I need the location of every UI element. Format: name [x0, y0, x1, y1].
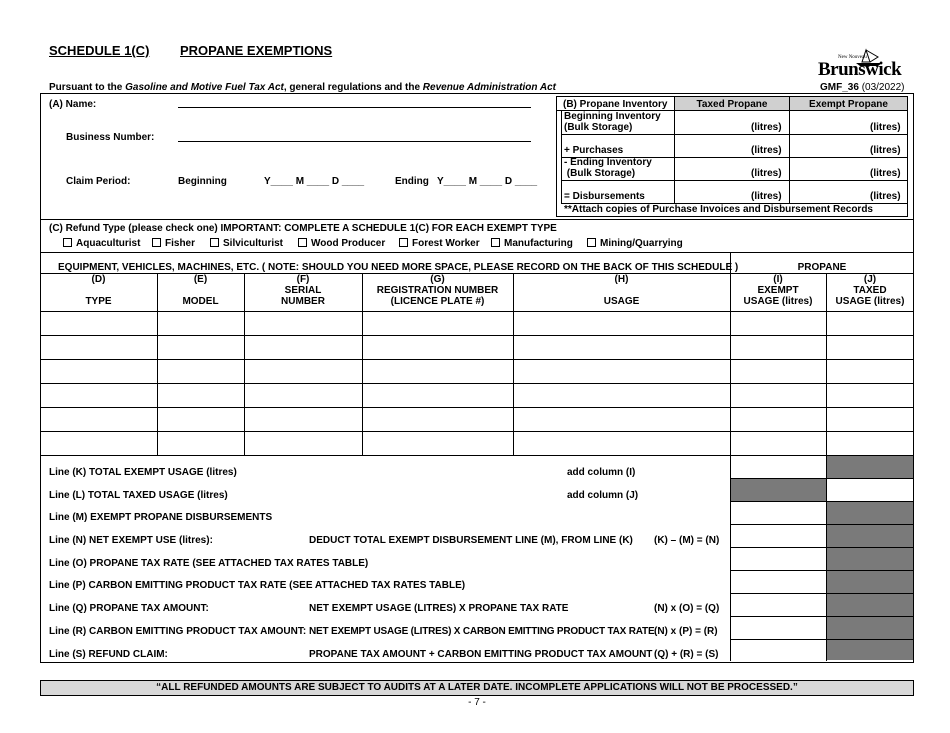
option-aquaculturist[interactable]: Aquaculturist — [63, 238, 140, 249]
line-s-label: Line (S) REFUND CLAIM: — [49, 649, 168, 660]
business-number-label: Business Number: — [66, 132, 155, 143]
line-n-mid: DEDUCT TOTAL EXEMPT DISBURSEMENT LINE (M), FROM LINE (K) — [309, 535, 633, 546]
line-k-label: Line (K) TOTAL EXEMPT USAGE (litres) — [49, 467, 237, 478]
line-k-mid: add column (I) — [567, 467, 636, 478]
table-row[interactable] — [40, 455, 914, 456]
option-manufacturing[interactable]: Manufacturing — [491, 238, 573, 249]
line-n-formula: (K) – (M) = (N) — [654, 535, 720, 546]
refund-type-title: (C) Refund Type (please check one) IMPORTANT: COMPLETE A SCHEDULE 1(C) FOR EACH EXEMPT TYPE — [49, 223, 557, 234]
nb-logo — [818, 47, 908, 82]
checkbox[interactable] — [210, 238, 219, 247]
option-forest-worker[interactable]: Forest Worker — [399, 238, 480, 249]
option-fisher[interactable]: Fisher — [152, 238, 195, 249]
ending-date-field[interactable]: Y____ M ____ D ____ — [437, 176, 538, 187]
name-field[interactable] — [178, 107, 531, 108]
col-serial-header: (F) SERIAL NUMBER — [281, 274, 325, 307]
equipment-note: EQUIPMENT, VEHICLES, MACHINES, ETC. ( NOTE: SHOULD YOU NEED MORE SPACE, PLEASE RECORD ON THE BACK OF THIS SCHEDULE ) — [58, 262, 739, 273]
col-usage-header: (H) USAGE — [603, 274, 640, 307]
ending-label: Ending — [395, 176, 429, 187]
option-silviculturist[interactable]: Silviculturist — [210, 238, 283, 249]
form-id: GMF_36 (03/2022) — [820, 82, 905, 93]
line-m-label: Line (M) EXEMPT PROPANE DISBURSEMENTS — [49, 512, 273, 523]
logo-text: Brunswick — [818, 59, 902, 80]
propane-header: PROPANE — [797, 262, 847, 273]
table-row[interactable] — [40, 431, 914, 432]
line-q-formula: (N) x (O) = (Q) — [654, 603, 720, 614]
line-q-mid: NET EXEMPT USAGE (LITRES) X PROPANE TAX RATE — [309, 603, 569, 614]
business-number-field[interactable] — [178, 141, 531, 142]
unit-litres: (litres) — [870, 168, 901, 179]
inventory-header: (B) Propane Inventory — [563, 99, 668, 110]
taxed-propane-header: Taxed Propane — [696, 99, 768, 110]
checkbox[interactable] — [298, 238, 307, 247]
checkbox[interactable] — [587, 238, 596, 247]
row-disbursements: = Disbursements — [564, 191, 645, 202]
audit-notice: “ALL REFUNDED AMOUNTS ARE SUBJECT TO AUDITS AT A LATER DATE. INCOMPLETE APPLICATIONS WILL NOT BE PROCESSED.” — [156, 682, 798, 693]
line-s-mid: PROPANE TAX AMOUNT + CARBON EMITTING PRODUCT TAX AMOUNT — [309, 649, 653, 660]
line-r-label: Line (R) CARBON EMITTING PRODUCT TAX AMOUNT: — [49, 626, 307, 637]
unit-litres: (litres) — [751, 145, 782, 156]
pursuant-line: Pursuant to the Gasoline and Motive Fuel Tax Act, general regulations and the Revenue Administration Act — [49, 82, 556, 93]
table-row[interactable] — [40, 407, 914, 408]
unit-litres: (litres) — [751, 168, 782, 179]
line-l-label: Line (L) TOTAL TAXED USAGE (litres) — [49, 490, 228, 501]
table-row[interactable] — [40, 359, 914, 360]
logo-small-text: New Nouveau — [838, 55, 867, 60]
name-label: (A) Name: — [49, 99, 97, 110]
page-title: PROPANE EXEMPTIONS — [180, 43, 333, 58]
checkbox[interactable] — [63, 238, 72, 247]
unit-litres: (litres) — [870, 122, 901, 133]
attach-note: **Attach copies of Purchase Invoices and Disbursement Records — [564, 204, 873, 215]
schedule-id: SCHEDULE 1(C) — [49, 43, 150, 58]
line-q-label: Line (Q) PROPANE TAX AMOUNT: — [49, 603, 209, 614]
line-l-mid: add column (J) — [567, 490, 639, 501]
unit-litres: (litres) — [870, 191, 901, 202]
exempt-propane-header: Exempt Propane — [809, 99, 888, 110]
checkbox[interactable] — [491, 238, 500, 247]
line-s-formula: (Q) + (R) = (S) — [654, 649, 719, 660]
checkbox[interactable] — [399, 238, 408, 247]
col-model-header: (E) MODEL — [182, 274, 219, 307]
claim-period-label: Claim Period: — [66, 176, 131, 187]
row-purchases: + Purchases — [564, 145, 624, 156]
line-n-label: Line (N) NET EXEMPT USE (litres): — [49, 535, 213, 546]
beginning-date-field[interactable]: Y____ M ____ D ____ — [264, 176, 365, 187]
line-p-label: Line (P) CARBON EMITTING PRODUCT TAX RATE (SEE ATTACHED TAX RATES TABLE) — [49, 580, 466, 591]
col-type-header: (D) TYPE — [85, 274, 112, 307]
beginning-label: Beginning — [178, 176, 227, 187]
page-number: - 7 - — [468, 697, 486, 708]
row-ending-inventory: - Ending Inventory (Bulk Storage) — [564, 157, 652, 179]
option-mining-quarrying[interactable]: Mining/Quarrying — [587, 238, 683, 249]
unit-litres: (litres) — [751, 122, 782, 133]
checkbox[interactable] — [152, 238, 161, 247]
row-beginning-inventory: Beginning Inventory (Bulk Storage) — [564, 111, 661, 133]
unit-litres: (litres) — [751, 191, 782, 202]
col-registration-header: (G) REGISTRATION NUMBER (LICENCE PLATE #) — [376, 274, 499, 307]
table-row[interactable] — [40, 335, 914, 336]
option-wood-producer[interactable]: Wood Producer — [298, 238, 385, 249]
line-r-mid: NET EXEMPT USAGE (LITRES) X CARBON EMITTING PRODUCT TAX RATE — [309, 626, 655, 637]
unit-litres: (litres) — [870, 145, 901, 156]
line-o-label: Line (O) PROPANE TAX RATE (SEE ATTACHED TAX RATES TABLE) — [49, 558, 369, 569]
col-exempt-header: (I) EXEMPT USAGE (litres) — [743, 274, 813, 307]
col-taxed-header: (J) TAXED USAGE (litres) — [835, 274, 905, 307]
table-row[interactable] — [40, 383, 914, 384]
line-r-formula: (N) x (P) = (R) — [654, 626, 718, 637]
